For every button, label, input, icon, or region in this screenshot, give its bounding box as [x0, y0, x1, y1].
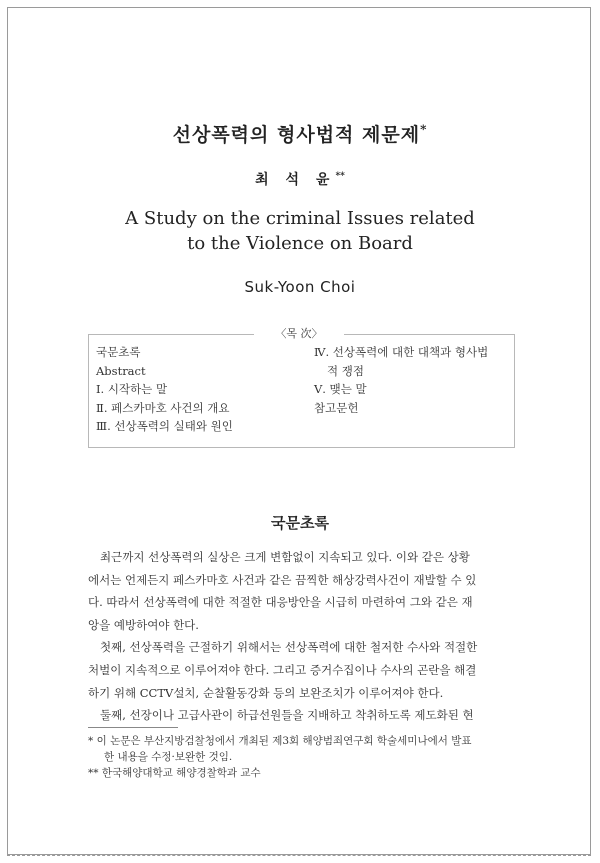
body-line: 둘째, 선장이나 고급사관이 하급선원들을 지배하고 착취하도록 제도화된 현 — [100, 708, 474, 723]
body-line: 첫째, 선상폭력을 근절하기 위해서는 선상폭력에 대한 철저한 수사와 적절한 — [100, 640, 478, 655]
english-title — [0, 206, 600, 256]
body-line: 다. 따라서 선상폭력에 대한 적절한 대응방안을 시급히 마련하여 그와 같은 재 — [88, 595, 473, 610]
footnote-1-line-2: 한 내용을 수정·보완한 것임. — [104, 751, 233, 763]
title-footnote-mark: * — [420, 122, 428, 137]
body-line: 처벌이 지속적으로 이루어져야 한다. 그리고 증거수집이나 수사의 곤란을 해결 — [88, 662, 477, 677]
toc-item: Ⅳ. 선상폭력에 대한 대책과 형사법 — [314, 345, 489, 359]
toc-item: Ⅱ. 페스카마호 사건의 개요 — [96, 400, 230, 415]
section-heading-abstract: 국문초록 — [271, 514, 329, 532]
body-line: 앙을 예방하여야 한다. — [88, 617, 199, 632]
page-frame-bottom — [7, 855, 591, 856]
toc-item: Ⅰ. 시작하는 말 — [96, 382, 168, 397]
footnote-divider — [88, 727, 178, 728]
body-line: 에서는 언제든지 페스카마호 사건과 같은 끔찍한 해상강력사건이 재발할 수 있 — [88, 572, 477, 587]
english-title-line-2: to the Violence on Board — [187, 233, 413, 254]
author — [0, 169, 600, 189]
body-line: 최근까지 선상폭력의 실상은 크게 변함없이 지속되고 있다. 이와 같은 상황 — [100, 550, 470, 564]
author-name: 최 석 윤 — [255, 172, 336, 188]
toc-item-continued: 적 쟁점 — [327, 363, 364, 378]
english-author: Suk-Yoon Choi — [244, 278, 356, 296]
footnotes — [88, 733, 518, 781]
toc-heading: 〈목 次〉 — [254, 325, 344, 343]
paper-title-text: 선상폭력의 형사법적 제문제 — [172, 124, 421, 146]
abstract-body — [88, 546, 516, 727]
toc-right-column — [314, 343, 514, 417]
toc-item: 국문초록 — [96, 345, 141, 359]
footnote-2: ** 한국해양대학교 해양경찰학과 교수 — [88, 767, 261, 779]
table-of-contents — [88, 327, 515, 448]
author-footnote-mark: ** — [335, 171, 345, 182]
body-line: 하기 위해 CCTV설치, 순찰활동강화 등의 보완조치가 이루어져야 한다. — [88, 685, 444, 700]
paper-title — [0, 120, 600, 147]
toc-item: 참고문헌 — [314, 400, 359, 415]
toc-left-column — [96, 343, 296, 436]
toc-item: Abstract — [96, 363, 146, 378]
toc-item: Ⅴ. 맺는 말 — [314, 382, 367, 397]
toc-item: Ⅲ. 선상폭력의 실태와 원인 — [96, 419, 233, 434]
footnote-1-line-1: * 이 논문은 부산지방검찰청에서 개최된 제3회 해양범죄연구회 학술세미나에서 발표 — [88, 735, 472, 747]
english-title-line-1: A Study on the criminal Issues related — [125, 208, 475, 229]
